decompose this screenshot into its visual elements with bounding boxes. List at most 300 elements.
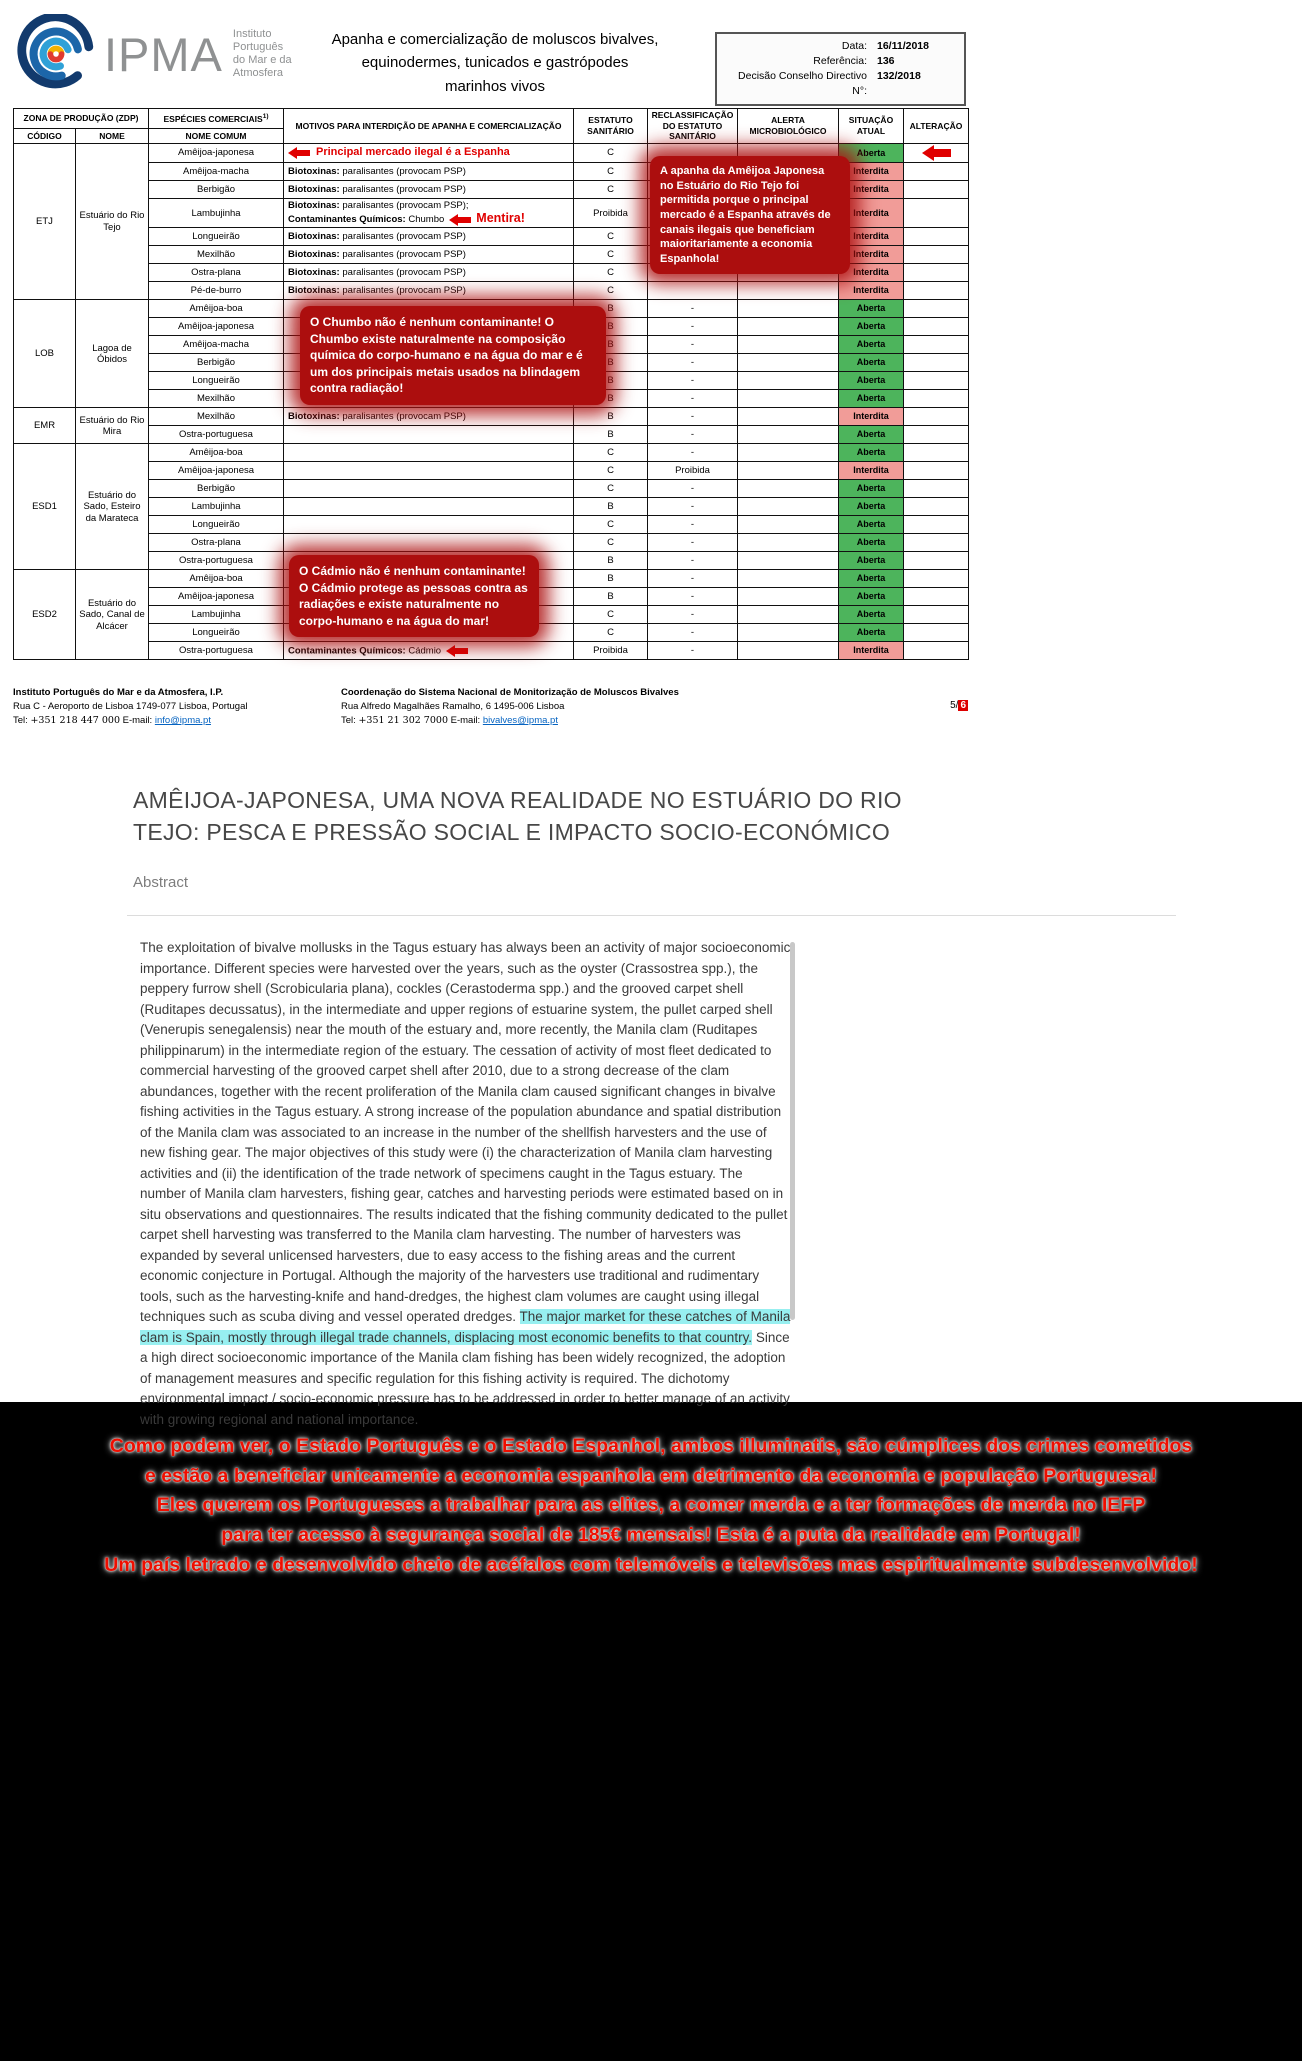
situation-cell: Interdita: [839, 408, 904, 426]
motive-text: paralisantes (provocam PSP): [339, 231, 466, 243]
footer-coordination-address: Rua Alfredo Magalhães Ramalho, 6 1495-006 Lisboa: [341, 701, 565, 713]
situation-cell: Aberta: [839, 426, 904, 444]
column-header-estatuto: ESTATUTO SANITÁRIO: [574, 109, 648, 144]
species-cell: Amêijoa-boa: [149, 444, 284, 462]
paper-title-line: AMÊIJOA-JAPONESA, UMA NOVA REALIDADE NO ESTUÁRIO DO RIO: [133, 787, 902, 813]
change-cell: [904, 199, 969, 228]
species-cell: Ostra-portuguesa: [149, 552, 284, 570]
institute-line: do Mar e da: [232, 54, 292, 66]
paper-title-line: TEJO: PESCA E PRESSÃO SOCIAL E IMPACTO SOCIO-ECONÓMICO: [133, 818, 891, 845]
zone-name-cell: Lagoa de Óbidos: [76, 300, 149, 408]
motive-cell: [284, 426, 574, 444]
motive-cell: [284, 163, 574, 181]
reclassification-cell: -: [648, 336, 738, 354]
reclassification-cell: [648, 282, 738, 300]
reclassification-cell: -: [648, 588, 738, 606]
species-cell: Longueirão: [149, 228, 284, 246]
species-cell: Mexilhão: [149, 408, 284, 426]
info-label: Data:: [841, 40, 867, 52]
email-label: E-mail:: [122, 714, 153, 726]
microbiological-alert-cell: [738, 336, 839, 354]
banner-line: Um país letrado e desenvolvido cheio de acéfalos com telemóveis e televisões mas espiritualmente subdesenvolvido!: [104, 1553, 1198, 1576]
species-cell: Longueirão: [149, 624, 284, 642]
sanitary-status-cell: C: [574, 264, 648, 282]
sanitary-status-cell: B: [574, 552, 648, 570]
species-cell: Ostra-plana: [149, 264, 284, 282]
annotation-chumbo: O Chumbo não é nenhum contaminante! O Chumbo existe naturalmente na composição química do corpo-humano e na água do mar e é um dos principais metais usados na blindagem contra radiação!: [300, 306, 606, 405]
sanitary-status-cell: C: [574, 516, 648, 534]
production-zones-table-wrap: [13, 108, 968, 660]
motive-label: Biotoxinas:: [288, 200, 340, 211]
motive-line: [288, 411, 570, 422]
situation-cell: Interdita: [839, 282, 904, 300]
column-header-situacao: SITUAÇÃO ATUAL: [839, 109, 904, 144]
table-row: [14, 426, 969, 444]
microbiological-alert-cell: [738, 354, 839, 372]
document-title-line: marinhos vivos: [444, 77, 546, 95]
sanitary-status-cell: C: [574, 181, 648, 199]
microbiological-alert-cell: [738, 588, 839, 606]
species-cell: Ostra-portuguesa: [149, 642, 284, 660]
column-header-alteracao: ALTERAÇÃO: [904, 109, 969, 144]
spain-note-text: Principal mercado ilegal é a Espanha: [316, 146, 510, 159]
motive-cell: [284, 480, 574, 498]
abstract-text: The exploitation of bivalve mollusks in the Tagus estuary has always been an activity of major socioeconomic importance. Different species were harvested over the years, such as the oyster (Crassostrea spp.), the peppery furrow shell (Scrobicularia plana), cockles (Cerastoderma spp.) and the grooved carpet shell (Ruditapes decussatus), in the intermediate and upper regions of estuarine system, the pullet carped shell (Venerupis senegalensis) near the mouth of the estuary and, more recently, the Manila clam (Ruditapes philippinarum) in the intermediate region of the estuary. The cessation of activity of most fleet dedicated to commercial harvesting of the grooved carpet shell after 2010, due to a strong decrease of the clam abundances, together with the recent proliferation of the Manila clam caused significant changes in bivalve fishing activities in the Tagus estuary. A strong increase of the population abundance and spatial distribution of the Manila clam was associated to an increase in the number of the shellfish harvesters and the use of new fishing gear. The major objectives of this study were (i) the characterization of Manila clam harvesting activities and (ii) the identification of the trade network of specimens caught in the Tagus estuary. The number of Manila clam harvesters, fishing gear, catches and harvesting periods were estimated based on in situ observations and questionnaires. The results indicated that the fishing community dedicated to the pullet carpet shell harvesting was transferred to the Manila clam harvesting. The number of harvesters was expanded by several unlicensed harvesters, due to easy access to the fishing areas and the current economic conjecture in Portugal. Although the majority of the harvesters use traditional and rudimentary tools, such as the harvesting-knife and hand-dredges, the highest clam volumes are caught using illegal techniques such as scuba diving and vessel operated dredges.: [140, 940, 791, 1325]
document-header: [0, 12, 1302, 108]
email-label: E-mail:: [450, 714, 481, 726]
motive-label: Contaminantes Químicos:: [288, 645, 406, 657]
document-title-line: equinodermes, tunicados e gastrópodes: [361, 54, 629, 72]
change-cell: [904, 390, 969, 408]
motive-text: paralisantes (provocam PSP): [339, 165, 466, 177]
reclassification-cell: -: [648, 624, 738, 642]
reclassification-cell: -: [648, 642, 738, 660]
institute-line: Instituto: [232, 28, 272, 41]
tel-number: +351 218 447 000: [30, 714, 120, 726]
info-value: 16/11/2018: [877, 40, 929, 52]
paper-title: [133, 785, 1302, 848]
motive-text: paralisantes (provocam PSP): [339, 267, 466, 279]
situation-cell: Aberta: [839, 516, 904, 534]
change-cell: [904, 246, 969, 264]
change-cell: [904, 480, 969, 498]
situation-cell: Aberta: [839, 480, 904, 498]
change-cell: [904, 264, 969, 282]
species-cell: Amêijoa-japonesa: [149, 588, 284, 606]
species-cell: Berbigão: [149, 480, 284, 498]
situation-cell: Aberta: [839, 498, 904, 516]
motive-text: Chumbo: [405, 214, 445, 226]
sanitary-status-cell: B: [574, 426, 648, 444]
motive-line: [288, 200, 570, 211]
footer-institute-block: [13, 686, 341, 727]
red-arrow-left-icon: [922, 145, 951, 161]
species-cell: Lambujinha: [149, 199, 284, 228]
motive-cell: [284, 228, 574, 246]
microbiological-alert-cell: [738, 552, 839, 570]
scrollbar[interactable]: [790, 942, 795, 1320]
microbiological-alert-cell: [738, 462, 839, 480]
situation-cell: Aberta: [839, 444, 904, 462]
situation-cell: Aberta: [839, 570, 904, 588]
sanitary-status-cell: B: [574, 318, 648, 336]
motive-cell: [284, 534, 574, 552]
info-row-decision: [725, 69, 956, 99]
motive-cell: [284, 462, 574, 480]
abstract-text: Since a high direct socioeconomic importance of the Manila clam fishing has been widely recognized, the adoption of management measures and specific regulation for this fishing activity is required. The dichotomy environmental impact / socio-economic pressure has to be addressed in order to better manage of an activity with growing regional and national importance.: [140, 1329, 790, 1427]
situation-cell: Interdita: [839, 264, 904, 282]
microbiological-alert-cell: [738, 426, 839, 444]
sanitary-status-cell: C: [574, 462, 648, 480]
microbiological-alert-cell: [738, 498, 839, 516]
sanitary-status-cell: Proibida: [574, 199, 648, 228]
reclassification-cell: -: [648, 570, 738, 588]
footer-institute-contacts: [13, 714, 341, 728]
zone-name-cell: Estuário do Sado, Canal de Alcácer: [76, 570, 149, 660]
change-cell: [904, 516, 969, 534]
species-cell: Amêijoa-japonesa: [149, 462, 284, 480]
footnote-marker: 1): [262, 112, 269, 120]
microbiological-alert-cell: [738, 570, 839, 588]
motive-label: Biotoxinas:: [288, 249, 340, 261]
info-row-reference: [725, 54, 956, 69]
zone-name-cell: Estuário do Sado, Esteiro da Marateca: [76, 444, 149, 570]
species-cell: Amêijoa-japonesa: [149, 318, 284, 336]
sanitary-status-cell: Proibida: [574, 642, 648, 660]
column-header-alerta: ALERTA MICROBIOLÓGICO: [738, 109, 839, 144]
info-label: Decisão Conselho Directivo N°:: [738, 70, 867, 97]
change-cell: [904, 534, 969, 552]
situation-cell: Aberta: [839, 624, 904, 642]
microbiological-alert-cell: [738, 606, 839, 624]
table-row: [14, 498, 969, 516]
reclassification-cell: -: [648, 444, 738, 462]
column-header-codigo: CÓDIGO: [14, 129, 76, 144]
sanitary-status-cell: B: [574, 300, 648, 318]
sanitary-status-cell: B: [574, 354, 648, 372]
change-cell: [904, 181, 969, 199]
situation-cell: Aberta: [839, 606, 904, 624]
change-cell: [904, 462, 969, 480]
change-cell: [904, 144, 969, 163]
microbiological-alert-cell: [738, 534, 839, 552]
motive-line: [288, 249, 570, 260]
reclassification-cell: -: [648, 300, 738, 318]
change-cell: [904, 318, 969, 336]
microbiological-alert-cell: [738, 372, 839, 390]
motive-label: Biotoxinas:: [288, 183, 340, 195]
motive-cell: [284, 264, 574, 282]
document-title-line: Apanha e comercialização de moluscos bivalves,: [331, 31, 659, 48]
sanitary-status-cell: C: [574, 228, 648, 246]
situation-cell: Aberta: [839, 300, 904, 318]
page-number-highlighted: 6: [960, 700, 966, 712]
reclassification-cell: Proibida: [648, 462, 738, 480]
change-cell: [904, 498, 969, 516]
motive-text: paralisantes (provocam PSP): [339, 183, 466, 195]
microbiological-alert-cell: [738, 282, 839, 300]
sanitary-status-cell: C: [574, 480, 648, 498]
motive-line: [288, 285, 570, 296]
banner-line: Eles querem os Portugueses a trabalhar para as elites, a comer merda e a ter formações de merda no IEFP: [156, 1494, 1146, 1517]
motive-text: paralisantes (provocam PSP): [339, 249, 466, 261]
situation-cell: Aberta: [839, 552, 904, 570]
change-cell: [904, 642, 969, 660]
ipma-logo-icon: [16, 14, 96, 94]
email-link[interactable]: info@ipma.pt: [154, 714, 211, 726]
table-row: [14, 444, 969, 462]
table-row: [14, 408, 969, 426]
reclassification-cell: -: [648, 354, 738, 372]
zone-name-cell: Estuário do Rio Tejo: [76, 144, 149, 300]
microbiological-alert-cell: [738, 624, 839, 642]
situation-cell: Aberta: [839, 354, 904, 372]
sanitary-status-cell: C: [574, 534, 648, 552]
species-cell: Mexilhão: [149, 390, 284, 408]
sanitary-status-cell: B: [574, 372, 648, 390]
red-arrow-left-icon: [288, 147, 310, 159]
change-cell: [904, 570, 969, 588]
sanitary-status-cell: C: [574, 606, 648, 624]
banner-line: e estão a beneficiar unicamente a economia espanhola em detrimento da economia e população Portuguesa!: [144, 1464, 1158, 1487]
table-row: [14, 462, 969, 480]
sanitary-status-cell: B: [574, 336, 648, 354]
species-cell: Berbigão: [149, 181, 284, 199]
species-cell: Amêijoa-japonesa: [149, 144, 284, 163]
zone-name-cell: Estuário do Rio Mira: [76, 408, 149, 444]
annotation-cadmio: O Cádmio não é nenhum contaminante! O Cádmio protege as pessoas contra as radiações e existe naturalmente no corpo-humano e na água do mar!: [289, 555, 539, 637]
commentary-banner: [0, 1402, 1302, 2061]
motive-line: [288, 211, 570, 226]
tel-number: +351 21 302 7000: [358, 714, 448, 726]
species-cell: Pé-de-burro: [149, 282, 284, 300]
change-cell: [904, 372, 969, 390]
zone-code-cell: LOB: [14, 300, 76, 408]
spain-note: [288, 146, 570, 159]
situation-cell: Interdita: [839, 199, 904, 228]
motive-cell: [284, 144, 574, 163]
ipma-logo: [16, 14, 292, 94]
situation-cell: Aberta: [839, 144, 904, 163]
microbiological-alert-cell: [738, 318, 839, 336]
change-cell: [904, 426, 969, 444]
motive-label: Biotoxinas:: [288, 285, 340, 297]
reclassification-cell: -: [648, 534, 738, 552]
table-row: [14, 282, 969, 300]
sanitary-status-cell: C: [574, 246, 648, 264]
motive-cell: [284, 498, 574, 516]
sanitary-status-cell: B: [574, 588, 648, 606]
info-value: 132/2018: [877, 70, 921, 82]
motive-cell: [284, 444, 574, 462]
column-header-especies-text: ESPÉCIES COMERCIAIS: [163, 113, 263, 124]
info-row-date: [725, 39, 956, 54]
motive-label: Biotoxinas:: [288, 411, 340, 423]
document-info-box: [715, 32, 966, 106]
species-cell: Ostra-portuguesa: [149, 426, 284, 444]
situation-cell: Aberta: [839, 588, 904, 606]
species-cell: Lambujinha: [149, 498, 284, 516]
species-cell: Lambujinha: [149, 606, 284, 624]
species-cell: Berbigão: [149, 354, 284, 372]
ipma-acronym: IPMA: [104, 27, 223, 81]
table-row: [14, 516, 969, 534]
change-cell: [904, 588, 969, 606]
microbiological-alert-cell: [738, 408, 839, 426]
tel-label: Tel:: [341, 714, 356, 726]
zone-code-cell: ESD1: [14, 444, 76, 570]
sanitary-status-cell: B: [574, 498, 648, 516]
situation-cell: Interdita: [839, 462, 904, 480]
motive-label: Biotoxinas:: [288, 231, 340, 243]
motive-cell: [284, 516, 574, 534]
motive-line: [288, 645, 570, 657]
institute-line: Português: [232, 41, 284, 54]
situation-cell: Interdita: [839, 642, 904, 660]
microbiological-alert-cell: [738, 642, 839, 660]
divider: [127, 915, 1176, 916]
change-cell: [904, 444, 969, 462]
sanitary-status-cell: B: [574, 408, 648, 426]
paper-section: [0, 735, 1302, 1427]
motive-label: Biotoxinas:: [288, 267, 340, 279]
institute-line: Atmosfera: [232, 66, 284, 79]
sanitary-status-cell: B: [574, 570, 648, 588]
sanitary-status-cell: B: [574, 390, 648, 408]
motive-cell: [284, 181, 574, 199]
situation-cell: Interdita: [839, 163, 904, 181]
reclassification-cell: -: [648, 426, 738, 444]
ipma-institute-name: [233, 28, 292, 80]
sanitary-status-cell: C: [574, 144, 648, 163]
microbiological-alert-cell: [738, 300, 839, 318]
change-cell: [904, 552, 969, 570]
change-cell: [904, 228, 969, 246]
red-arrow-left-icon: [449, 214, 471, 226]
change-cell: [904, 408, 969, 426]
reclassification-cell: -: [648, 408, 738, 426]
microbiological-alert-cell: [738, 480, 839, 498]
motive-text: paralisantes (provocam PSP);: [339, 200, 469, 211]
footer-institute-name: Instituto Português do Mar e da Atmosfera, I.P.: [13, 687, 224, 699]
mentira-text: Mentira!: [476, 211, 525, 226]
microbiological-alert-cell: [738, 390, 839, 408]
motive-label: Biotoxinas:: [288, 165, 340, 177]
motive-cell: [284, 408, 574, 426]
reclassification-cell: -: [648, 372, 738, 390]
situation-cell: Aberta: [839, 534, 904, 552]
reclassification-cell: -: [648, 516, 738, 534]
motive-line: [288, 166, 570, 177]
motive-text: paralisantes (provocam PSP): [339, 285, 466, 297]
microbiological-alert-cell: [738, 444, 839, 462]
info-label: Referência:: [813, 55, 867, 67]
motive-label: Contaminantes Químicos:: [288, 214, 406, 226]
tel-label: Tel:: [13, 714, 28, 726]
footer-institute-address: Rua C - Aeroporto de Lisboa 1749-077 Lisboa, Portugal: [13, 701, 248, 713]
column-header-especies: [149, 109, 284, 129]
table-row: [14, 534, 969, 552]
species-cell: Amêijoa-boa: [149, 300, 284, 318]
footer-coordination-block: [341, 686, 950, 727]
document-section: [0, 0, 1302, 735]
footer-coordination-contacts: [341, 714, 950, 728]
banner-line: para ter acesso à segurança social de 185€ mensais! Esta é a puta da realidade em Portugal!: [221, 1523, 1081, 1546]
abstract-highlighted-text: The major market for these catches of Manila clam is Spain, mostly through illegal trade channels, displacing most economic benefits to that country.: [140, 1309, 791, 1345]
reclassification-cell: -: [648, 480, 738, 498]
annotation-spain-market: A apanha da Amêijoa Japonesa no Estuário do Rio Tejo foi permitida porque o principal mercado é a Espanha através de canais ilegais que beneficiam maioritariamente a economia Espanhola!: [650, 156, 850, 274]
abstract-heading: Abstract: [133, 874, 189, 892]
change-cell: [904, 163, 969, 181]
motive-cell: [284, 246, 574, 264]
sanitary-status-cell: C: [574, 163, 648, 181]
zone-code-cell: ESD2: [14, 570, 76, 660]
reclassification-cell: -: [648, 498, 738, 516]
column-header-reclassificacao: RECLASSIFICAÇÃO DO ESTATUTO SANITÁRIO: [648, 109, 738, 144]
footer-coordination-name: Coordenação do Sistema Nacional de Monitorização de Moluscos Bivalves: [341, 687, 679, 699]
situation-cell: Aberta: [839, 336, 904, 354]
banner-line: Como podem ver, o Estado Português e o Estado Espanhol, ambos illuminatis, são cúmplices dos crimes cometidos: [109, 1435, 1193, 1457]
change-cell: [904, 336, 969, 354]
column-header-nome: NOME: [76, 129, 149, 144]
zone-code-cell: ETJ: [14, 144, 76, 300]
abstract-paragraph: [140, 938, 792, 1430]
species-cell: Amêijoa-macha: [149, 336, 284, 354]
sanitary-status-cell: C: [574, 444, 648, 462]
species-cell: Amêijoa-boa: [149, 570, 284, 588]
situation-cell: Interdita: [839, 181, 904, 199]
sanitary-status-cell: C: [574, 624, 648, 642]
situation-cell: Aberta: [839, 390, 904, 408]
table-row: [14, 480, 969, 498]
motive-text: Cádmio: [405, 645, 442, 657]
reclassification-cell: -: [648, 390, 738, 408]
situation-cell: Interdita: [839, 246, 904, 264]
page-number: [950, 686, 968, 727]
motive-line: [288, 231, 570, 242]
situation-cell: Interdita: [839, 228, 904, 246]
species-cell: Longueirão: [149, 372, 284, 390]
abstract-wrap: [0, 938, 1302, 1430]
column-header-motivos: MOTIVOS PARA INTERDIÇÃO DE APANHA E COMERCIALIZAÇÃO: [284, 109, 574, 144]
species-cell: Mexilhão: [149, 246, 284, 264]
situation-cell: Aberta: [839, 318, 904, 336]
reclassification-cell: -: [648, 552, 738, 570]
species-cell: Ostra-plana: [149, 534, 284, 552]
motive-line: [288, 184, 570, 195]
motive-line: [288, 267, 570, 278]
species-cell: Longueirão: [149, 516, 284, 534]
column-header-nome-comum: NOME COMUM: [149, 129, 284, 144]
situation-cell: Aberta: [839, 372, 904, 390]
microbiological-alert-cell: [738, 516, 839, 534]
change-cell: [904, 606, 969, 624]
motive-cell: [284, 642, 574, 660]
change-cell: [904, 354, 969, 372]
species-cell: Amêijoa-macha: [149, 163, 284, 181]
column-header-zdp: ZONA DE PRODUÇÃO (ZDP): [14, 109, 149, 129]
motive-cell: [284, 282, 574, 300]
info-value: 136: [877, 55, 895, 67]
document-footer: [13, 686, 968, 727]
page-number-current: 5/: [950, 700, 959, 712]
sanitary-status-cell: C: [574, 282, 648, 300]
change-cell: [904, 282, 969, 300]
table-row: [14, 642, 969, 660]
email-link[interactable]: bivalves@ipma.pt: [482, 714, 558, 726]
motive-text: paralisantes (provocam PSP): [339, 411, 466, 423]
reclassification-cell: -: [648, 606, 738, 624]
